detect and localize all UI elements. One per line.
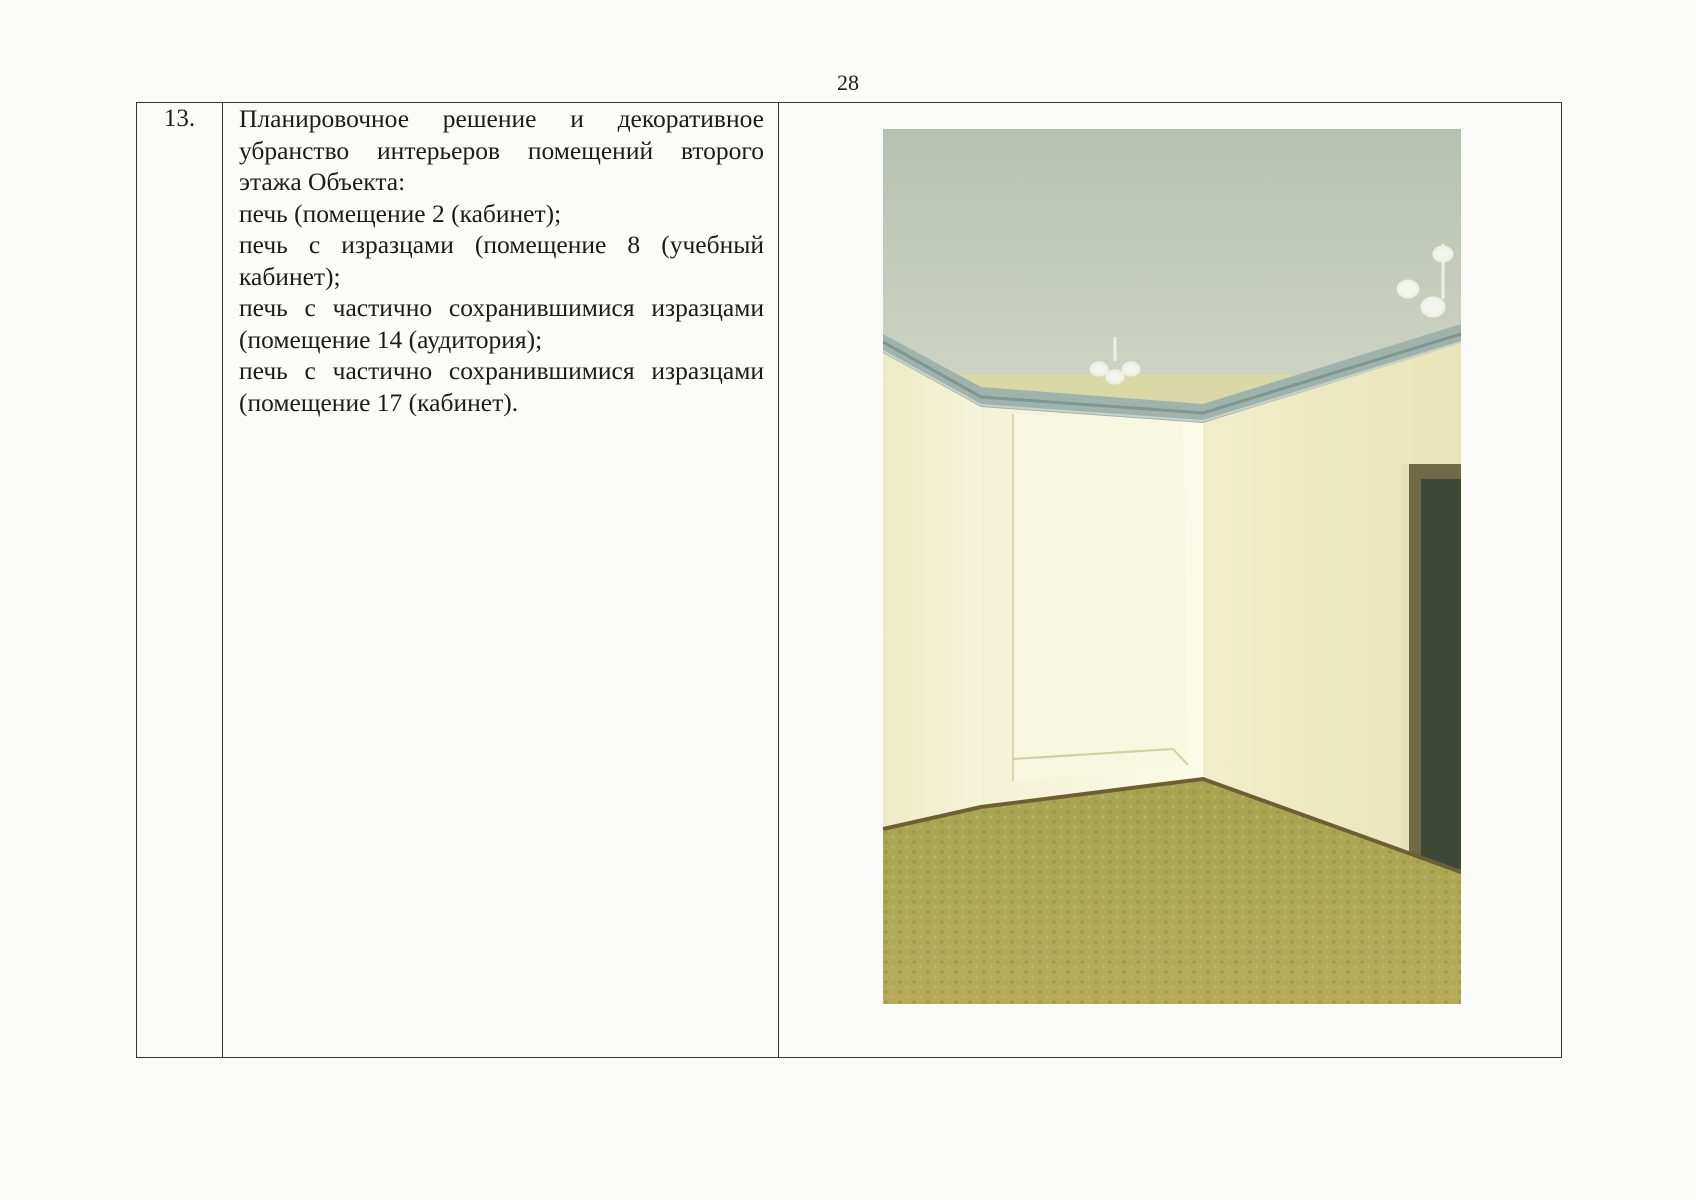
description-line: Планировочное решение и декоративное убранство интерьеров помещений второго этажа Объекта: xyxy=(239,104,764,196)
row-number: 13. xyxy=(163,105,196,132)
interior-photo xyxy=(883,129,1461,1004)
row-number-cell xyxy=(137,103,223,1058)
table-row xyxy=(137,103,1562,1058)
photo-cell xyxy=(779,103,1562,1058)
object-elements-table xyxy=(136,102,1562,1058)
description-cell xyxy=(223,103,779,1058)
description-line: печь (помещение 2 (кабинет); xyxy=(239,198,562,228)
description-line: печь с частично сохранившимися изразцами (помещение 14 (аудитория); xyxy=(239,293,764,354)
description-line: печь с изразцами (помещение 8 (учебный кабинет); xyxy=(239,230,764,291)
description-line: печь с частично сохранившимися изразцами (помещение 17 (кабинет). xyxy=(239,356,764,417)
page-number: 28 xyxy=(837,70,859,95)
room-interior-illustration xyxy=(883,129,1461,1004)
